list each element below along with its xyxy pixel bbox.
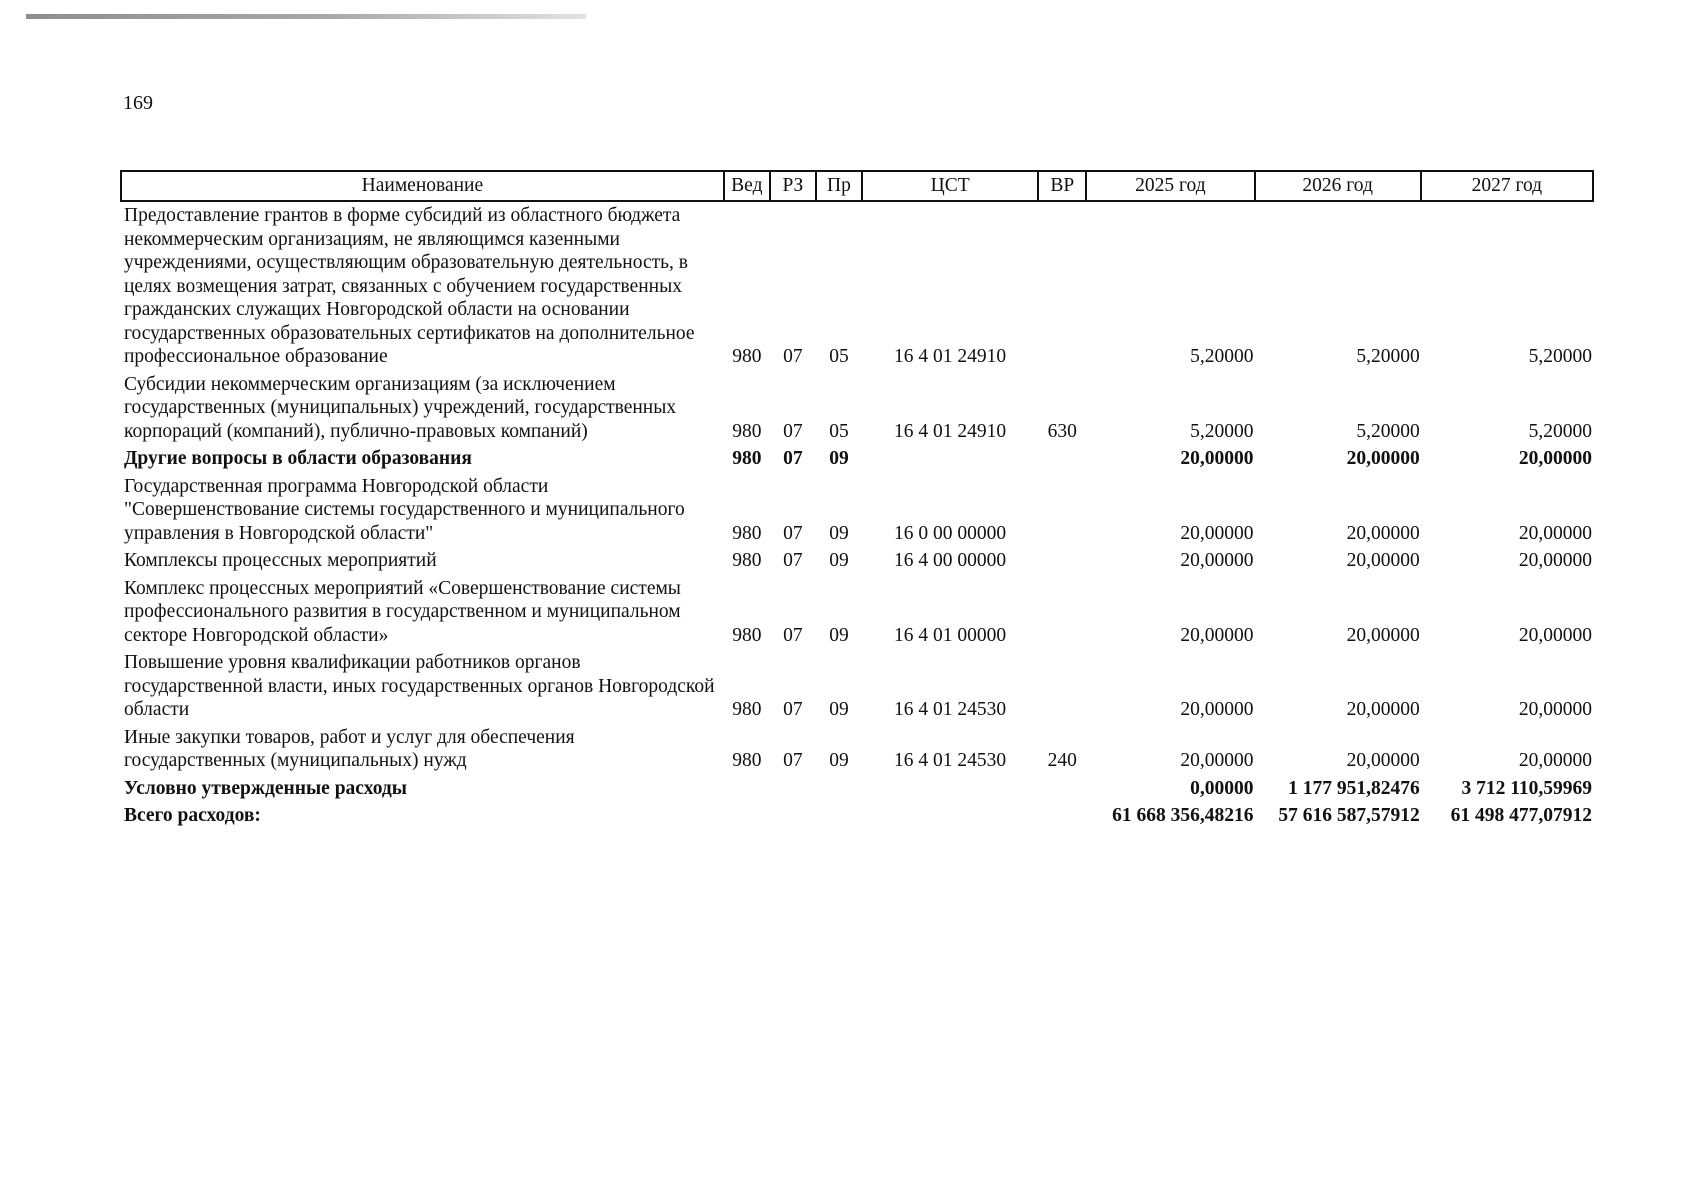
row-pr: 09 (829, 699, 849, 720)
row-2025: 20,00000 (1180, 699, 1254, 720)
row-pr (816, 802, 862, 830)
header-vr: ВР (1038, 171, 1086, 201)
row-vr (1038, 775, 1086, 803)
table-row (121, 201, 1593, 371)
row-rz: 07 (783, 550, 803, 571)
row-cst: 16 4 01 24530 (894, 750, 1007, 771)
row-ved: 980 (732, 522, 762, 544)
row-2026: 20,00000 (1346, 750, 1420, 771)
row-2027: 5,20000 (1528, 346, 1592, 367)
row-ved: 980 (732, 448, 762, 469)
row-2027: 20,00000 (1518, 624, 1592, 646)
row-vr (1038, 445, 1086, 473)
row-2026: 57 616 587,57912 (1278, 805, 1420, 826)
header-pr: Пр (816, 171, 862, 201)
row-2026: 20,00000 (1346, 550, 1420, 571)
header-rz: РЗ (770, 171, 816, 201)
row-ved: 980 (732, 550, 762, 571)
row-2027: 3 712 110,59969 (1461, 777, 1592, 799)
row-2026: 5,20000 (1356, 420, 1420, 442)
table-row (121, 575, 1593, 650)
row-2025: 20,00000 (1180, 624, 1254, 646)
header-2027: 2027 год (1421, 171, 1593, 201)
row-pr: 09 (829, 448, 849, 469)
row-rz: 07 (783, 750, 803, 771)
row-vr: 240 (1047, 750, 1077, 771)
row-name: Иные закупки товаров, работ и услуг для обеспечения государственных (муниципальных) нужд (124, 726, 575, 771)
scan-edge-artifact (26, 14, 586, 19)
row-cst: 16 4 01 24910 (894, 420, 1007, 442)
row-pr: 09 (829, 522, 849, 544)
row-ved (724, 802, 770, 830)
row-ved: 980 (732, 699, 762, 720)
row-vr (1038, 547, 1086, 575)
table-row-section (121, 445, 1593, 473)
header-ved: Вед (724, 171, 770, 201)
row-name: Государственная программа Новгородской области "Совершенствование системы государственного и муниципального управления в Новгородской области" (124, 475, 685, 544)
header-2025: 2025 год (1086, 171, 1254, 201)
row-pr: 05 (829, 420, 849, 442)
table-row (121, 547, 1593, 575)
row-2027: 61 498 477,07912 (1450, 805, 1592, 826)
header-2026: 2026 год (1255, 171, 1421, 201)
row-pr: 05 (829, 346, 849, 367)
row-name: Предоставление грантов в форме субсидий из областного бюджета некоммерческим организациям, не являющимся казенными учреждениями, осуществляющим образовательную деятельность, в целях возмещения затрат, связанных с обучением государственных гражданских служащих Новгородской области на основании государственных образовательных сертификатов на дополнительное профессиональное образование (124, 205, 695, 367)
row-cst: 16 4 00 00000 (894, 550, 1007, 571)
row-vr (1038, 649, 1086, 724)
row-2025: 0,00000 (1190, 777, 1254, 799)
row-rz: 07 (783, 624, 803, 646)
row-2027: 20,00000 (1518, 550, 1592, 571)
table-header-row (121, 171, 1593, 201)
row-vr (1038, 575, 1086, 650)
row-rz: 07 (783, 699, 803, 720)
row-cst: 16 4 01 24910 (894, 346, 1007, 367)
row-pr: 09 (829, 550, 849, 571)
row-pr: 09 (829, 750, 849, 771)
row-vr (1038, 802, 1086, 830)
header-name: Наименование (121, 171, 724, 201)
row-name: Другие вопросы в области образования (124, 448, 472, 469)
row-rz: 07 (783, 448, 803, 469)
header-cst: ЦСТ (862, 171, 1038, 201)
row-ved: 980 (732, 750, 762, 771)
row-2027: 5,20000 (1528, 420, 1592, 442)
row-vr (1038, 201, 1086, 371)
row-name: Субсидии некоммерческим организациям (за исключением государственных (муниципальных) учреждений, государственных корпораций (компаний), публично-правовых компаний) (124, 373, 677, 442)
row-ved: 980 (732, 346, 762, 367)
row-ved: 980 (732, 420, 762, 442)
page-number: 169 (123, 92, 153, 114)
row-cst: 16 4 01 24530 (894, 699, 1007, 720)
row-vr: 630 (1047, 420, 1077, 442)
row-2025: 20,00000 (1180, 750, 1254, 771)
row-rz: 07 (783, 420, 803, 442)
row-2025: 5,20000 (1190, 420, 1254, 442)
row-name: Повышение уровня квалификации работников органов государственной власти, иных государственных органов Новгородской области (124, 652, 715, 720)
table-row (121, 649, 1593, 724)
row-2025: 61 668 356,48216 (1112, 805, 1254, 826)
row-name: Комплексы процессных мероприятий (124, 550, 437, 571)
row-cst (862, 445, 1038, 473)
row-2026: 5,20000 (1356, 346, 1420, 367)
row-cst (862, 775, 1038, 803)
row-2025: 20,00000 (1180, 550, 1254, 571)
table-row-conditional-expenses (121, 775, 1593, 803)
row-cst: 16 0 00 00000 (894, 522, 1007, 544)
row-2027: 20,00000 (1518, 522, 1592, 544)
table-row (121, 724, 1593, 775)
table-row (121, 371, 1593, 446)
row-pr: 09 (829, 624, 849, 646)
row-2026: 20,00000 (1346, 522, 1420, 544)
row-cst (862, 802, 1038, 830)
table-row-total (121, 802, 1593, 830)
row-rz: 07 (783, 346, 803, 367)
row-2027: 20,00000 (1518, 750, 1592, 771)
row-rz: 07 (783, 522, 803, 544)
row-rz (770, 775, 816, 803)
row-cst: 16 4 01 00000 (894, 624, 1007, 646)
row-name: Всего расходов: (124, 805, 261, 826)
row-2026: 20,00000 (1346, 448, 1420, 469)
table-row (121, 473, 1593, 548)
row-2026: 20,00000 (1346, 699, 1420, 720)
row-2025: 5,20000 (1190, 346, 1254, 367)
row-pr (816, 775, 862, 803)
row-2026: 1 177 951,82476 (1288, 777, 1420, 799)
budget-table (120, 170, 1594, 830)
row-ved: 980 (732, 624, 762, 646)
row-2027: 20,00000 (1518, 699, 1592, 720)
row-2025: 20,00000 (1180, 522, 1254, 544)
row-name: Условно утвержденные расходы (124, 777, 407, 799)
row-ved (724, 775, 770, 803)
row-vr (1038, 473, 1086, 548)
row-2026: 20,00000 (1346, 624, 1420, 646)
row-rz (770, 802, 816, 830)
row-2027: 20,00000 (1518, 448, 1592, 469)
row-2025: 20,00000 (1180, 448, 1254, 469)
row-name: Комплекс процессных мероприятий «Совершенствование системы профессионального развития в государственном и муниципальном секторе Новгородской области» (124, 577, 681, 646)
